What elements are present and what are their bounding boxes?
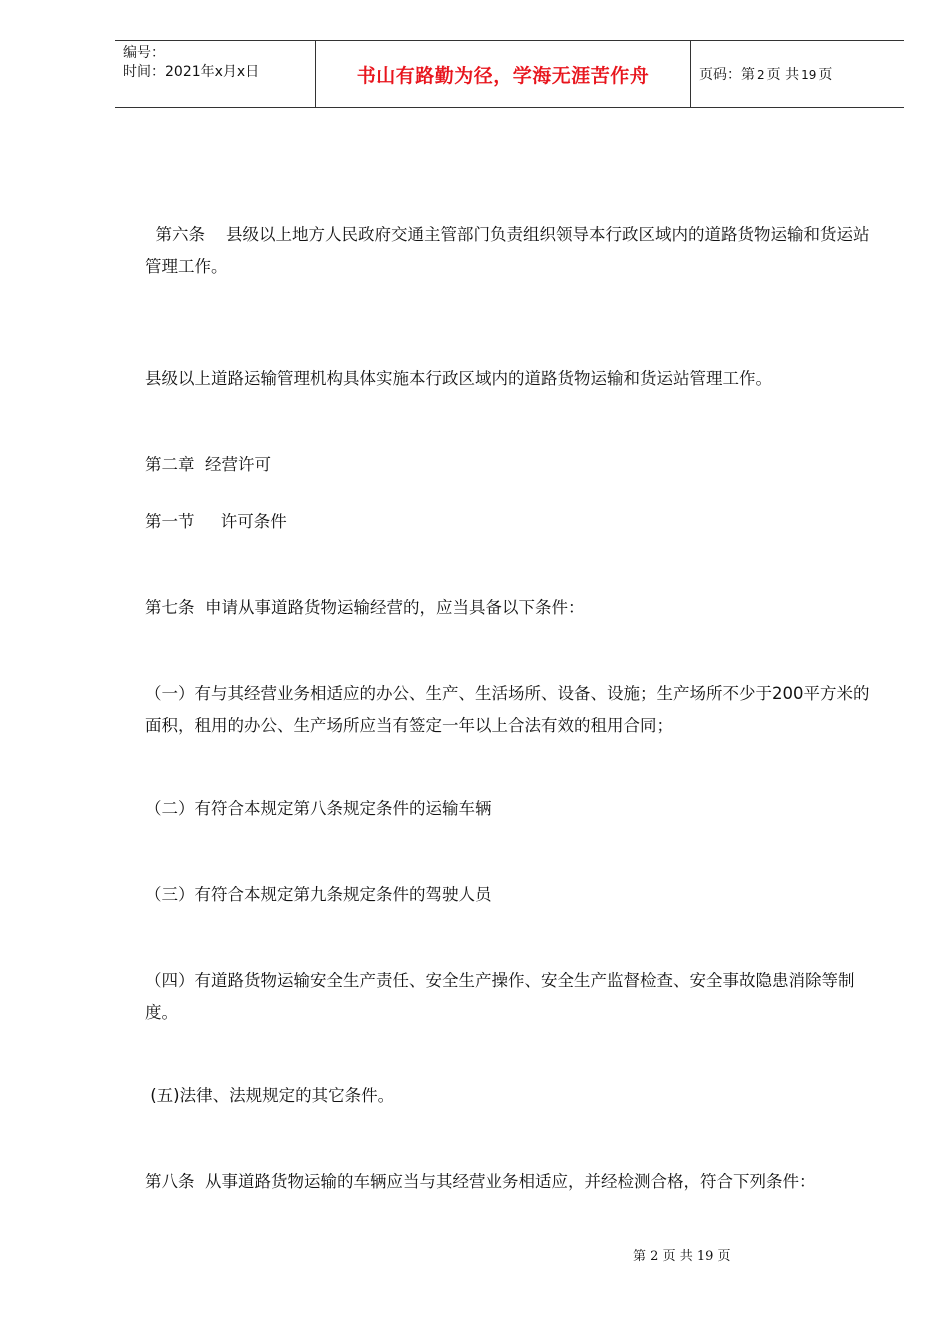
- header-meta: [115, 41, 315, 107]
- footer-current: 2: [650, 1249, 659, 1264]
- header-motto: 书山有路勤为径，学海无涯苦作舟: [356, 64, 650, 87]
- footer-total: 19: [696, 1249, 714, 1264]
- page-suffix: 页: [818, 67, 833, 83]
- footer-mid: 页 共: [662, 1249, 693, 1264]
- header-page-code: [699, 64, 832, 84]
- article-7: 第七条 申请从事道路货物运输经营的，应当具备以下条件：: [145, 598, 585, 617]
- page-current: 2: [757, 68, 765, 82]
- article-6-para-2: 县级以上道路运输管理机构具体实施本行政区域内的道路货物运输和货运站管理工作。: [145, 369, 772, 388]
- header-motto-cell: [315, 41, 691, 107]
- footer-suffix: 页: [717, 1249, 731, 1264]
- page-prefix: 页码：第: [699, 67, 755, 83]
- header-page-cell: [691, 41, 904, 107]
- chapter-2-heading: 第二章 经营许可: [145, 455, 271, 474]
- article-7-item-4: （四）有道路货物运输安全生产责任、安全生产操作、安全生产监督检查、安全事故隐患消除等制度。: [145, 971, 855, 1022]
- article-7-item-2: （二）有符合本规定第八条规定条件的运输车辆: [145, 799, 492, 818]
- section-1-heading: 第一节 许可条件: [145, 512, 287, 531]
- page-total: 19: [801, 68, 817, 82]
- page-header: [115, 40, 904, 108]
- article-7-item-1: （一）有与其经营业务相适应的办公、生产、生活场所、设备、设施；生产场所不少于200平方米的面积，租用的办公、生产场所应当有签定一年以上合法有效的租用合同；: [145, 684, 870, 735]
- article-8: 第八条 从事道路货物运输的车辆应当与其经营业务相适应，并经检测合格，符合下列条件：: [145, 1172, 816, 1191]
- date-label: 时间：2021年x月x日: [123, 64, 260, 80]
- footer-prefix: 第: [633, 1249, 647, 1264]
- article-7-item-5: (五)法律、法规规定的其它条件。: [145, 1086, 395, 1105]
- serial-label: 编号：: [123, 45, 165, 61]
- article-7-item-3: （三）有符合本规定第九条规定条件的驾驶人员: [145, 885, 492, 904]
- page-mid: 页 共: [766, 67, 800, 83]
- article-6: 第六条 县级以上地方人民政府交通主管部门负责组织领导本行政区域内的道路货物运输和货运站管理工作。: [145, 225, 870, 276]
- footer-page-label: [633, 1245, 731, 1264]
